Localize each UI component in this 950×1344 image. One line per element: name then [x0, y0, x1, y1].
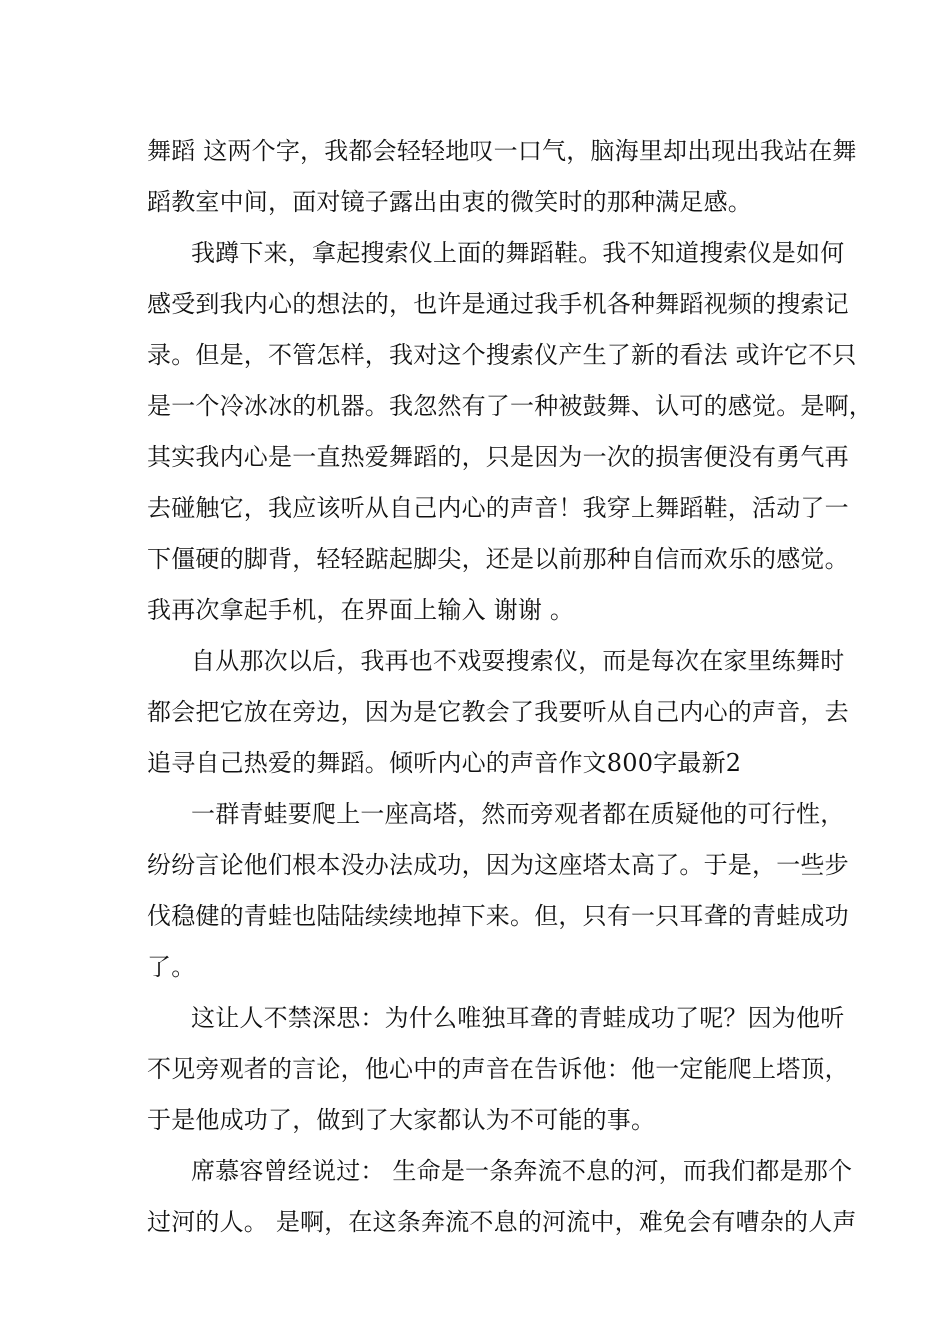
text-line: 蹈教室中间，面对镜子露出由衷的微笑时的那种满足感。	[147, 188, 752, 216]
text-line: 舞蹈 这两个字，我都会轻轻地叹一口气，脑海里却出现出我站在舞	[147, 137, 857, 165]
paragraph-start-line: 一群青蛙要爬上一座高塔，然而旁观者都在质疑他的可行性，	[191, 800, 845, 828]
paragraph-start-line: 席慕容曾经说过： 生命是一条奔流不息的河，而我们都是那个	[191, 1157, 853, 1185]
text-line: 过河的人。 是啊，在这条奔流不息的河流中，难免会有嘈杂的人声	[147, 1208, 857, 1236]
text-line: 追寻自己热爱的舞蹈。倾听内心的声音作文800字最新2	[147, 749, 742, 777]
text-line: 都会把它放在旁边，因为是它教会了我要听从自己内心的声音，去	[147, 698, 849, 726]
text-line: 去碰触它，我应该听从自己内心的声音！我穿上舞蹈鞋，活动了一	[147, 494, 849, 522]
text-line: 于是他成功了，做到了大家都认为不可能的事。	[147, 1106, 656, 1134]
text-line: 了。	[147, 953, 196, 981]
text-line: 其实我内心是一直热爱舞蹈的，只是因为一次的损害便没有勇气再	[147, 443, 849, 471]
text-line: 感受到我内心的想法的，也许是通过我手机各种舞蹈视频的搜索记	[147, 290, 849, 318]
text-line: 伐稳健的青蛙也陆陆续续地掉下来。但，只有一只耳聋的青蛙成功	[147, 902, 849, 930]
text-line: 不见旁观者的言论，他心中的声音在告诉他：他一定能爬上塔顶，	[147, 1055, 849, 1083]
paragraph-start-line: 我蹲下来，拿起搜索仪上面的舞蹈鞋。我不知道搜索仪是如何	[191, 239, 845, 267]
paragraph-start-line: 自从那次以后，我再也不戏耍搜索仪，而是每次在家里练舞时	[191, 647, 845, 675]
text-line: 录。但是，不管怎样，我对这个搜索仪产生了新的看法 或许它不只	[147, 341, 857, 369]
text-line: 我再次拿起手机，在界面上输入 谢谢 。	[147, 596, 575, 624]
text-line: 下僵硬的脚背，轻轻踮起脚尖，还是以前那种自信而欢乐的感觉。	[147, 545, 849, 573]
text-line: 是一个冷冰冰的机器。我忽然有了一种被鼓舞、认可的感觉。是啊，	[147, 392, 873, 420]
paragraph-start-line: 这让人不禁深思：为什么唯独耳聋的青蛙成功了呢？因为他听	[191, 1004, 845, 1032]
text-line: 纷纷言论他们根本没办法成功，因为这座塔太高了。于是，一些步	[147, 851, 849, 879]
